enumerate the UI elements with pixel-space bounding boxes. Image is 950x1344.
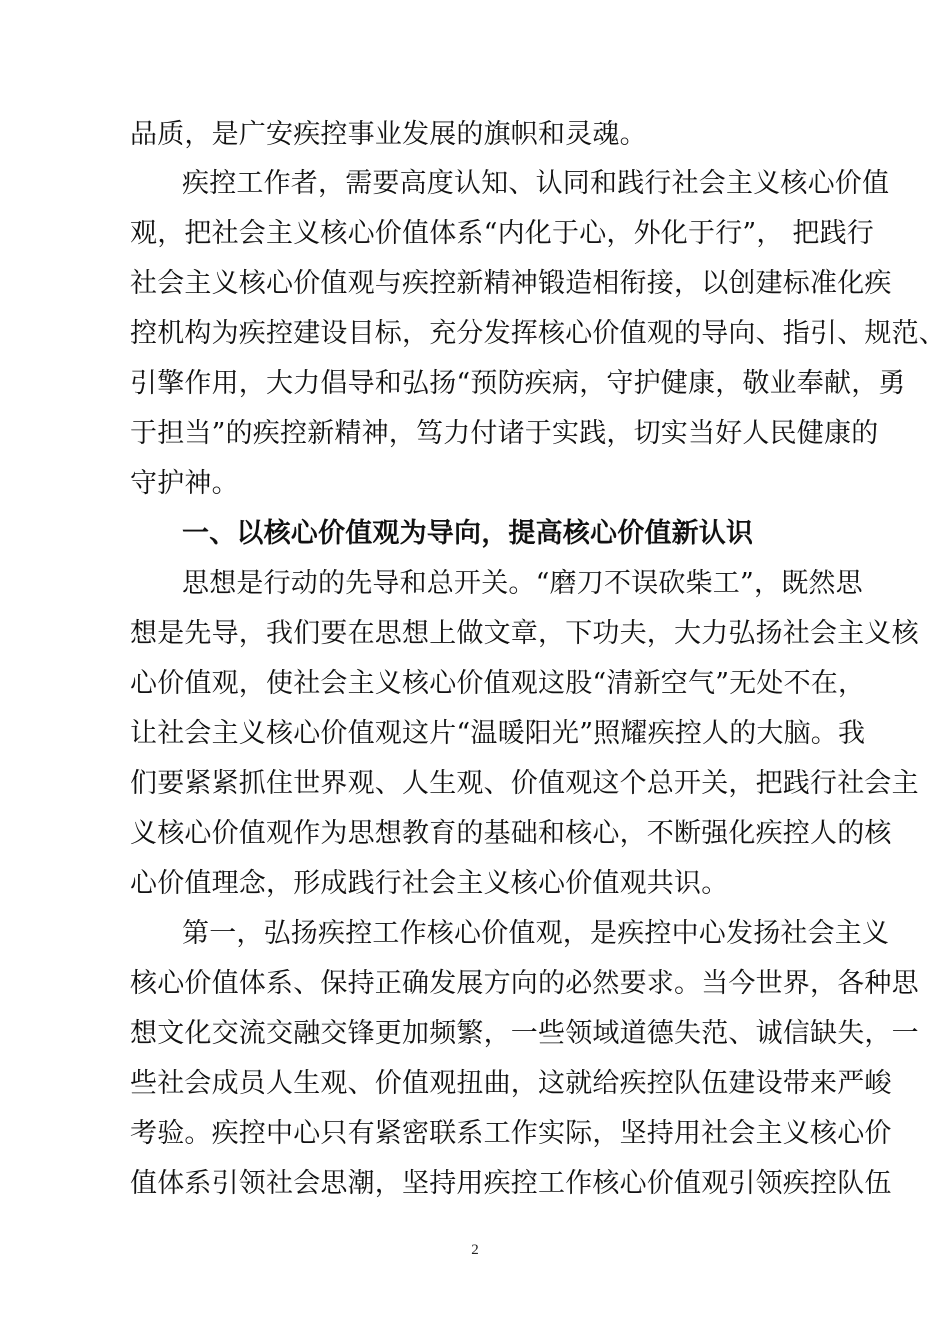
text-line: 核心价值体系、保持正确发展方向的必然要求。当今世界，各种思 [130, 968, 919, 999]
text-line: 心价值观，使社会主义核心价值观这股“清新空气”无处不在， [130, 668, 866, 699]
text-line: 观，把社会主义核心价值体系“内化于心，外化于行”， 把践行 [130, 218, 874, 249]
paragraph-first-line: 思想是行动的先导和总开关。“磨刀不误砍柴工”，既然思 [182, 568, 863, 599]
text-line: 们要紧紧抓住世界观、人生观、价值观这个总开关，把践行社会主 [130, 768, 919, 799]
text-line: 品质，是广安疾控事业发展的旗帜和灵魂。 [130, 119, 647, 150]
text-line: 于担当”的疾控新精神，笃力付诸于实践，切实当好人民健康的 [130, 418, 879, 449]
text-line: 引擎作用，大力倡导和弘扬“预防疾病，守护健康，敬业奉献，勇 [130, 368, 906, 399]
section-heading: 一、以核心价值观为导向，提高核心价值新认识 [182, 518, 754, 549]
text-line: 想文化交流交融交锋更加频繁，一些领域道德失范、诚信缺失，一 [130, 1018, 919, 1049]
text-line: 些社会成员人生观、价值观扭曲，这就给疾控队伍建设带来严峻 [130, 1068, 892, 1099]
paragraph-first-line: 疾控工作者，需要高度认知、认同和践行社会主义核心价值 [182, 168, 890, 199]
text-line: 想是先导，我们要在思想上做文章，下功夫，大力弘扬社会主义核 [130, 618, 919, 649]
text-line: 考验。疾控中心只有紧密联系工作实际，坚持用社会主义核心价 [130, 1118, 892, 1149]
text-line: 守护神。 [130, 468, 239, 499]
text-line: 义核心价值观作为思想教育的基础和核心，不断强化疾控人的核 [130, 818, 892, 849]
page-number: 2 [471, 1242, 479, 1258]
text-line: 控机构为疾控建设目标，充分发挥核心价值观的导向、指引、规范、 [130, 318, 946, 349]
paragraph-first-line: 第一，弘扬疾控工作核心价值观，是疾控中心发扬社会主义 [182, 918, 890, 949]
text-line: 值体系引领社会思潮，坚持用疾控工作核心价值观引领疾控队伍 [130, 1168, 892, 1199]
text-line: 让社会主义核心价值观这片“温暖阳光”照耀疾控人的大脑。我 [130, 718, 866, 749]
text-line: 心价值理念，形成践行社会主义核心价值观共识。 [130, 868, 729, 899]
text-line: 社会主义核心价值观与疾控新精神锻造相衔接，以创建标准化疾 [130, 268, 892, 299]
